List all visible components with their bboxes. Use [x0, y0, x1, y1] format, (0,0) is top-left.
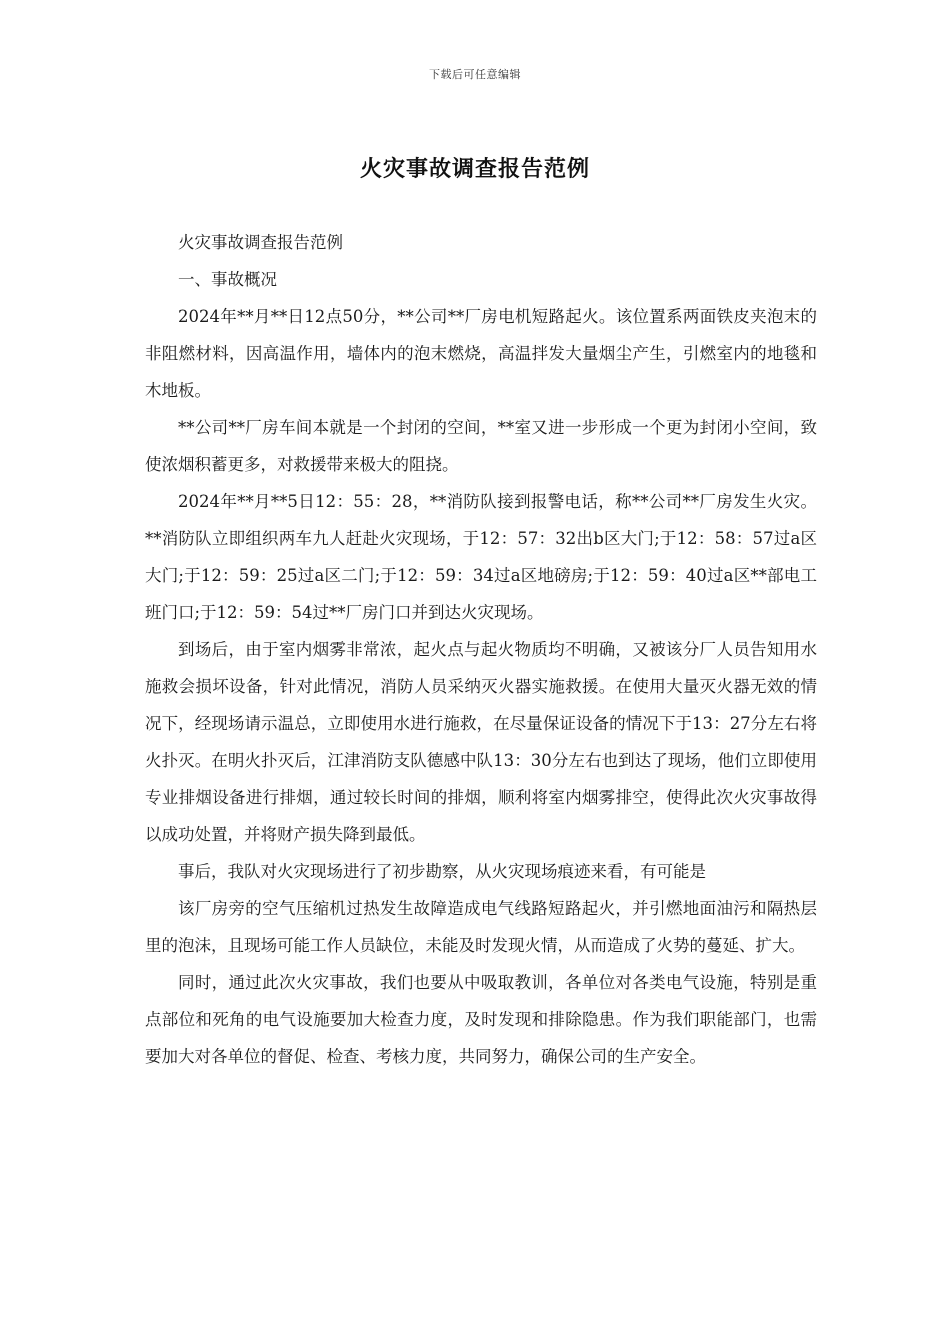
paragraph: 2024年**月**日12点50分，**公司**厂房电机短路起火。该位置系两面铁皮夹泡末的非阻燃材料，因高温作用，墙体内的泡末燃烧，高温拌发大量烟尘产生，引燃室内的地毯和木地板。 — [145, 307, 817, 400]
paragraph: 2024年**月**5日12：55：28，**消防队接到报警电话，称**公司**厂房发生火灾。**消防队立即组织两车九人赶赴火灾现场，于12：57：32出b区大门;于12：58：57过a区大门;于12：59：25过a区二门;于12：59：34过a区地磅房;于12：59：40过a区**部电工班门口;于12：59：54过**厂房门口并到达火灾现场。 — [145, 492, 817, 622]
paragraph: 事后，我队对火灾现场进行了初步勘察，从火灾现场痕迹来看，有可能是 — [178, 862, 706, 881]
paragraph: 该厂房旁的空气压缩机过热发生故障造成电气线路短路起火，并引燃地面油污和隔热层里的泡沫，且现场可能工作人员缺位，未能及时发现火情，从而造成了火势的蔓延、扩大。 — [145, 899, 817, 955]
paragraph: **公司**厂房车间本就是一个封闭的空间，**室又进一步形成一个更为封闭小空间，致使浓烟积蓄更多，对救援带来极大的阻挠。 — [145, 418, 817, 474]
body-subtitle: 火灾事故调查报告范例 — [178, 233, 343, 252]
section-heading-overview: 一、事故概况 — [178, 270, 277, 289]
paragraph: 同时，通过此次火灾事故，我们也要从中吸取教训，各单位对各类电气设施，特别是重点部位和死角的电气设施要加大检查力度，及时发现和排除隐患。作为我们职能部门，也需要加大对各单位的督促、检查、考核力度，共同努力，确保公司的生产安全。 — [145, 973, 817, 1066]
document-title: 火灾事故调查报告范例 — [359, 156, 590, 182]
header-note: 下载后可任意编辑 — [429, 68, 521, 81]
paragraph: 到场后，由于室内烟雾非常浓，起火点与起火物质均不明确，又被该分厂人员告知用水施救会损坏设备，针对此情况，消防人员采纳灭火器实施救援。在使用大量灭火器无效的情况下，经现场请示温总，立即使用水进行施救，在尽量保证设备的情况下于13：27分左右将火扑灭。在明火扑灭后，江津消防支队德感中队13：30分左右也到达了现场，他们立即使用专业排烟设备进行排烟，通过较长时间的排烟，顺利将室内烟雾排空，使得此次火灾事故得以成功处置，并将财产损失降到最低。 — [145, 640, 817, 844]
document-body — [145, 224, 817, 1075]
